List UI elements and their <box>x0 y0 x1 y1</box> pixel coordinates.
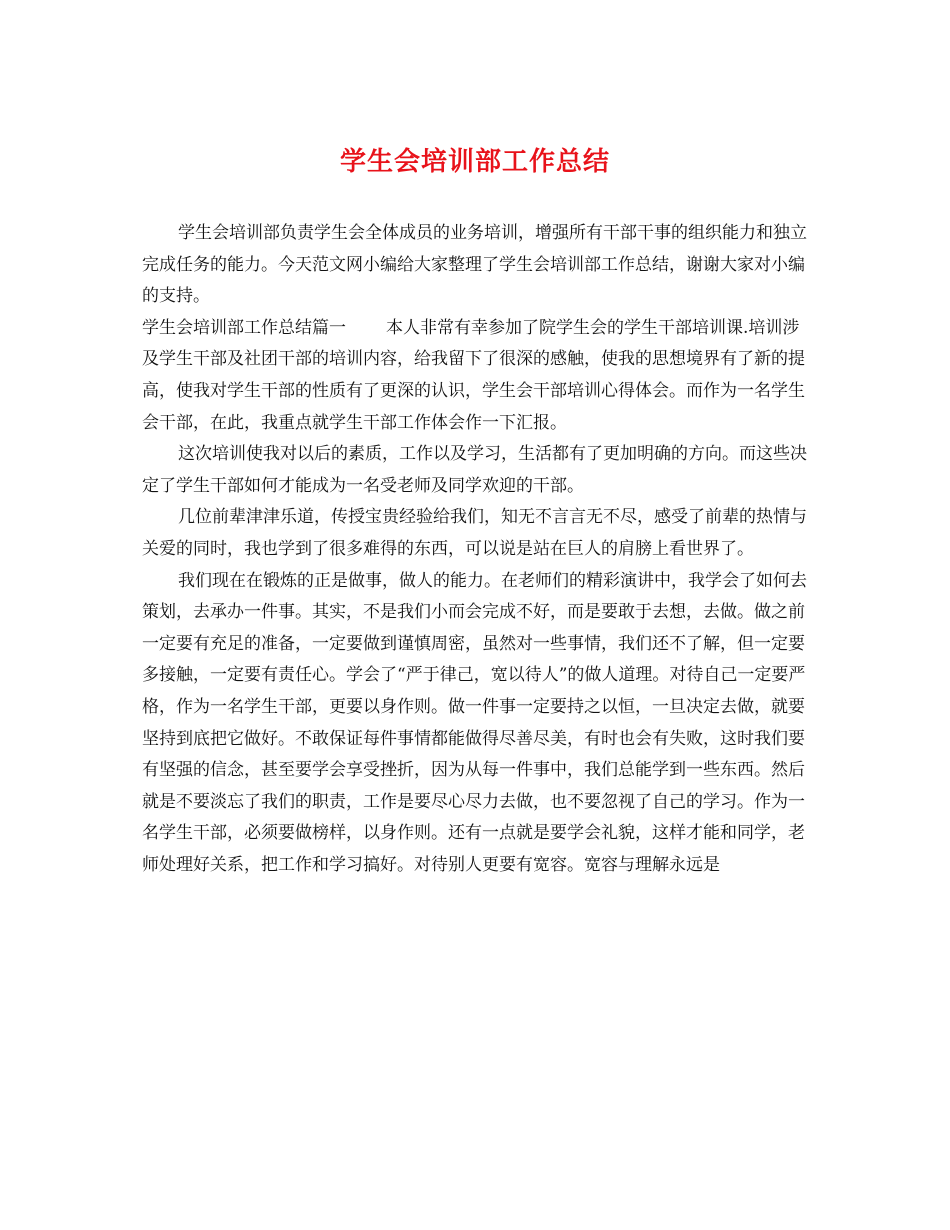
body-paragraph: 几位前辈津津乐道，传授宝贵经验给我们，知无不言言无不尽，感受了前辈的热情与关爱的同时，我也学到了很多难得的东西，可以说是站在巨人的肩膀上看世界了。 <box>142 507 807 559</box>
body-paragraph: 这次培训使我对以后的素质，工作以及学习，生活都有了更加明确的方向。而这些决定了学生干部如何才能成为一名受老师及同学欢迎的干部。 <box>142 444 807 496</box>
document-body <box>142 218 808 881</box>
intro-paragraph: 学生会培训部负责学生会全体成员的业务培训，增强所有干部干事的组织能力和独立完成任务的能力。今天范文网小编给大家整理了学生会培训部工作总结，谢谢大家对小编的支持。 <box>142 223 807 307</box>
section-first-text: 本人非常有幸参加了院学生会的学生干部培训课.培训涉及学生干部及社团干部的培训内容，给我留下了很深的感触，使我的思想境界有了新的提高，使我对学生干部的性质有了更深的认识，学生会干部培训心得体会。而作为一名学生会干部，在此，我重点就学生干部工作体会作一下汇报。 <box>142 317 805 433</box>
section-paragraph <box>142 313 808 439</box>
document-title: 学生会培训部工作总结 <box>339 147 610 177</box>
section-heading: 学生会培训部工作总结篇一 <box>142 317 346 338</box>
body-paragraph: 我们现在在锻炼的正是做事，做人的能力。在老师们的精彩演讲中，我学会了如何去策划，去承办一件事。其实，不是我们小而会完成不好，而是要敢于去想，去做。做之前一定要有充足的准备，一定要做到谨慎周密，虽然对一些事情，我们还不了解，但一定要多接触，一定要有责任心。学会了“严于律己，宽以待人”的做人道理。对待自己一定要严格，作为一名学生干部，更要以身作则。做一件事一定要持之以恒，一旦决定去做，就要坚持到底把它做好。不敢保证每件事情都能做得尽善尽美，有时也会有失败，这时我们要有坚强的信念，甚至要学会享受挫折，因为从每一件事中，我们总能学到一些东西。然后就是不要淡忘了我们的职责，工作是要尽心尽力去做，也不要忽视了自己的学习。作为一名学生干部，必须要做榜样，以身作则。还有一点就是要学会礼貌，这样才能和同学，老师处理好关系，把工作和学习搞好。对待别人更要有宽容。宽容与理解永远是 <box>142 570 807 875</box>
